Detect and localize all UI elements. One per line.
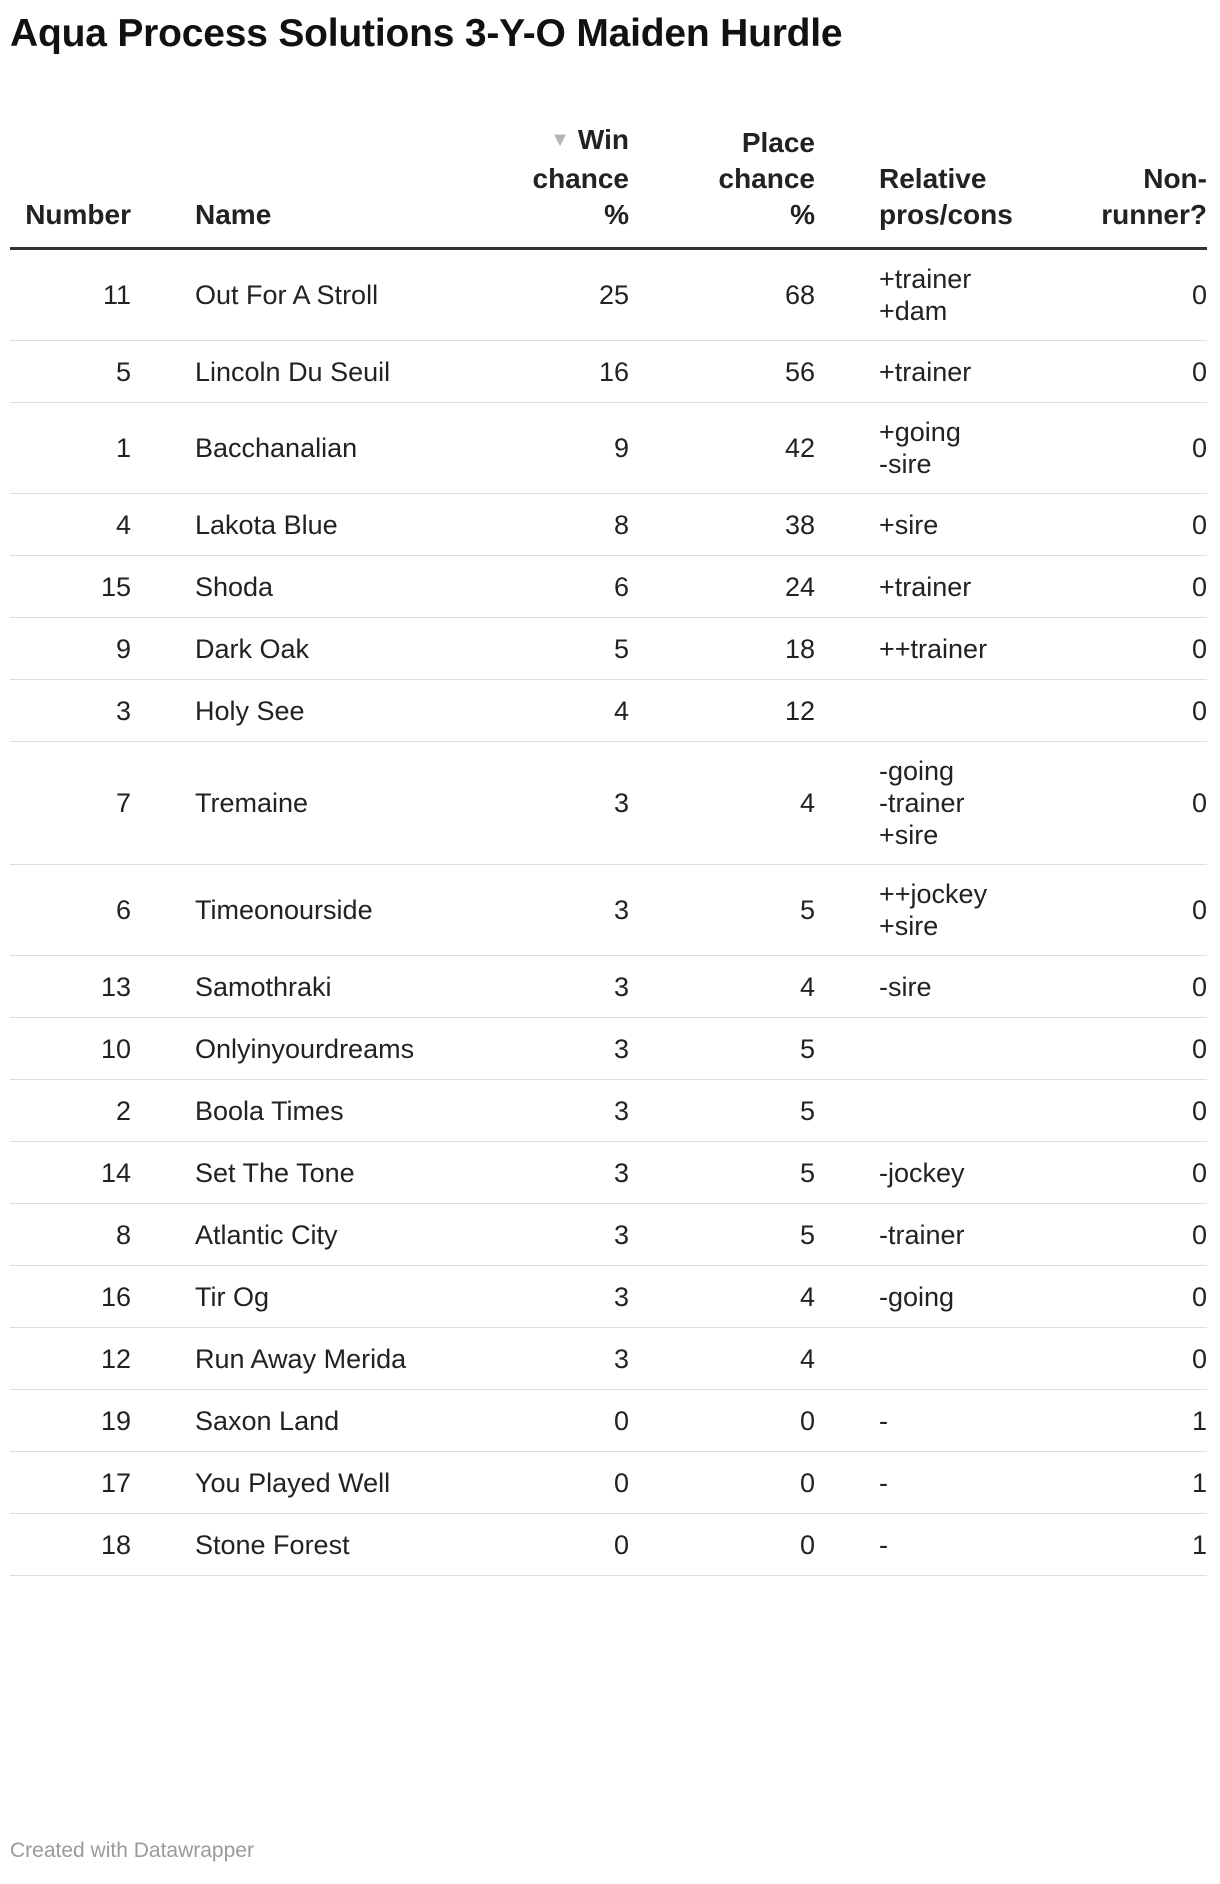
table-row [10, 556, 1207, 618]
cell-win-chance: 4 [411, 680, 629, 742]
cell-non-runner: 1 [1065, 1452, 1207, 1514]
cell-win-chance: 0 [411, 1452, 629, 1514]
cell-pros-cons: -going -trainer +sire [815, 742, 1065, 865]
table-row [10, 1514, 1207, 1576]
cell-win-chance: 3 [411, 742, 629, 865]
cell-name: You Played Well [131, 1452, 411, 1514]
header-label-line: % [604, 199, 629, 230]
cell-name: Dark Oak [131, 618, 411, 680]
cell-pros-cons: - [815, 1452, 1065, 1514]
chart-container [10, 0, 1207, 1576]
cell-win-chance: 3 [411, 1266, 629, 1328]
cell-name: Lakota Blue [131, 494, 411, 556]
table-row [10, 249, 1207, 341]
chart-title: Aqua Process Solutions 3-Y-O Maiden Hurdle [10, 12, 843, 55]
cell-name: Shoda [131, 556, 411, 618]
cell-pros-cons: ++trainer [815, 618, 1065, 680]
cell-win-chance: 3 [411, 1018, 629, 1080]
cell-number: 2 [10, 1080, 131, 1142]
cell-place-chance: 56 [629, 341, 815, 403]
cell-non-runner: 0 [1065, 680, 1207, 742]
cell-number: 16 [10, 1266, 131, 1328]
cell-place-chance: 4 [629, 956, 815, 1018]
table-row [10, 1142, 1207, 1204]
cell-number: 13 [10, 956, 131, 1018]
cell-name: Stone Forest [131, 1514, 411, 1576]
cell-win-chance: 3 [411, 1142, 629, 1204]
cell-win-chance: 16 [411, 341, 629, 403]
cell-pros-cons: +trainer [815, 341, 1065, 403]
table-row [10, 1452, 1207, 1514]
table-row [10, 618, 1207, 680]
header-label-line: chance [532, 163, 629, 194]
cell-pros-cons: -jockey [815, 1142, 1065, 1204]
cell-number: 9 [10, 618, 131, 680]
cell-win-chance: 0 [411, 1514, 629, 1576]
table-row [10, 1018, 1207, 1080]
cell-place-chance: 24 [629, 556, 815, 618]
cell-name: Set The Tone [131, 1142, 411, 1204]
cell-name: Holy See [131, 680, 411, 742]
cell-name: Boola Times [131, 1080, 411, 1142]
cell-number: 11 [10, 249, 131, 341]
cell-non-runner: 0 [1065, 742, 1207, 865]
table-row [10, 680, 1207, 742]
cell-pros-cons [815, 1328, 1065, 1390]
cell-non-runner: 1 [1065, 1514, 1207, 1576]
cell-place-chance: 4 [629, 1328, 815, 1390]
cell-non-runner: 0 [1065, 1328, 1207, 1390]
header-label-line: Relative [879, 163, 987, 194]
cell-place-chance: 5 [629, 1018, 815, 1080]
cell-place-chance: 4 [629, 1266, 815, 1328]
header-label-line: runner? [1101, 199, 1207, 230]
table-row [10, 341, 1207, 403]
cell-win-chance: 3 [411, 956, 629, 1018]
table-row [10, 956, 1207, 1018]
cell-pros-cons: -going [815, 1266, 1065, 1328]
cell-win-chance: 8 [411, 494, 629, 556]
cell-number: 12 [10, 1328, 131, 1390]
cell-number: 1 [10, 403, 131, 494]
cell-pros-cons: +trainer [815, 556, 1065, 618]
cell-number: 7 [10, 742, 131, 865]
header-label-line: chance [718, 163, 815, 194]
cell-place-chance: 0 [629, 1390, 815, 1452]
header-label-line: pros/cons [879, 199, 1013, 230]
cell-name: Onlyinyourdreams [131, 1018, 411, 1080]
cell-number: 4 [10, 494, 131, 556]
header-pros-cons[interactable] [815, 122, 1065, 249]
cell-non-runner: 0 [1065, 1080, 1207, 1142]
cell-name: Out For A Stroll [131, 249, 411, 341]
cell-pros-cons: +going -sire [815, 403, 1065, 494]
cell-non-runner: 0 [1065, 341, 1207, 403]
cell-place-chance: 0 [629, 1514, 815, 1576]
header-non-runner[interactable] [1065, 122, 1207, 249]
cell-name: Tir Og [131, 1266, 411, 1328]
cell-win-chance: 3 [411, 1204, 629, 1266]
cell-name: Atlantic City [131, 1204, 411, 1266]
cell-number: 3 [10, 680, 131, 742]
cell-win-chance: 5 [411, 618, 629, 680]
cell-non-runner: 0 [1065, 956, 1207, 1018]
cell-number: 17 [10, 1452, 131, 1514]
table-row [10, 1266, 1207, 1328]
cell-win-chance: 3 [411, 1328, 629, 1390]
datawrapper-credit: Created with Datawrapper [10, 1839, 254, 1862]
cell-non-runner: 0 [1065, 618, 1207, 680]
cell-non-runner: 0 [1065, 1142, 1207, 1204]
table-row [10, 1390, 1207, 1452]
header-name[interactable] [131, 122, 411, 249]
header-place-chance[interactable] [629, 122, 815, 249]
table-row [10, 1080, 1207, 1142]
cell-place-chance: 5 [629, 865, 815, 956]
cell-place-chance: 42 [629, 403, 815, 494]
table-row [10, 865, 1207, 956]
cell-non-runner: 0 [1065, 1204, 1207, 1266]
cell-pros-cons: +sire [815, 494, 1065, 556]
cell-non-runner: 0 [1065, 556, 1207, 618]
cell-place-chance: 5 [629, 1080, 815, 1142]
cell-non-runner: 0 [1065, 403, 1207, 494]
cell-place-chance: 12 [629, 680, 815, 742]
cell-pros-cons: +trainer +dam [815, 249, 1065, 341]
cell-number: 6 [10, 865, 131, 956]
table-row [10, 403, 1207, 494]
cell-pros-cons: - [815, 1390, 1065, 1452]
cell-win-chance: 0 [411, 1390, 629, 1452]
cell-place-chance: 0 [629, 1452, 815, 1514]
cell-non-runner: 1 [1065, 1390, 1207, 1452]
header-win-chance[interactable] [411, 122, 629, 249]
table-header-row [10, 122, 1207, 249]
cell-non-runner: 0 [1065, 865, 1207, 956]
cell-place-chance: 18 [629, 618, 815, 680]
header-label-line: Name [195, 199, 272, 230]
cell-pros-cons: -trainer [815, 1204, 1065, 1266]
cell-number: 18 [10, 1514, 131, 1576]
cell-number: 19 [10, 1390, 131, 1452]
header-label-line: Place [741, 127, 815, 158]
cell-name: Bacchanalian [131, 403, 411, 494]
cell-non-runner: 0 [1065, 249, 1207, 341]
cell-pros-cons: ++jockey +sire [815, 865, 1065, 956]
cell-place-chance: 68 [629, 249, 815, 341]
header-label-line: % [790, 199, 815, 230]
cell-win-chance: 25 [411, 249, 629, 341]
header-label-line: Win [577, 124, 629, 155]
cell-non-runner: 0 [1065, 1018, 1207, 1080]
cell-number: 5 [10, 341, 131, 403]
cell-number: 15 [10, 556, 131, 618]
cell-name: Samothraki [131, 956, 411, 1018]
race-table [10, 122, 1207, 1576]
cell-pros-cons: - [815, 1514, 1065, 1576]
cell-name: Timeonourside [131, 865, 411, 956]
cell-place-chance: 5 [629, 1204, 815, 1266]
cell-name: Tremaine [131, 742, 411, 865]
table-row [10, 742, 1207, 865]
header-label-line: Non- [1143, 163, 1207, 194]
cell-win-chance: 3 [411, 865, 629, 956]
cell-win-chance: 3 [411, 1080, 629, 1142]
cell-pros-cons [815, 1080, 1065, 1142]
cell-name: Run Away Merida [131, 1328, 411, 1390]
table-row [10, 1204, 1207, 1266]
sort-down-triangle-icon: ▼ [550, 129, 570, 151]
cell-win-chance: 9 [411, 403, 629, 494]
header-label-line: Number [25, 199, 131, 230]
cell-name: Lincoln Du Seuil [131, 341, 411, 403]
cell-place-chance: 38 [629, 494, 815, 556]
cell-number: 14 [10, 1142, 131, 1204]
cell-pros-cons [815, 1018, 1065, 1080]
cell-pros-cons: -sire [815, 956, 1065, 1018]
cell-name: Saxon Land [131, 1390, 411, 1452]
cell-place-chance: 5 [629, 1142, 815, 1204]
header-number[interactable] [10, 122, 131, 249]
cell-non-runner: 0 [1065, 494, 1207, 556]
cell-number: 10 [10, 1018, 131, 1080]
cell-number: 8 [10, 1204, 131, 1266]
table-row [10, 494, 1207, 556]
cell-pros-cons [815, 680, 1065, 742]
cell-win-chance: 6 [411, 556, 629, 618]
cell-non-runner: 0 [1065, 1266, 1207, 1328]
cell-place-chance: 4 [629, 742, 815, 865]
table-row [10, 1328, 1207, 1390]
